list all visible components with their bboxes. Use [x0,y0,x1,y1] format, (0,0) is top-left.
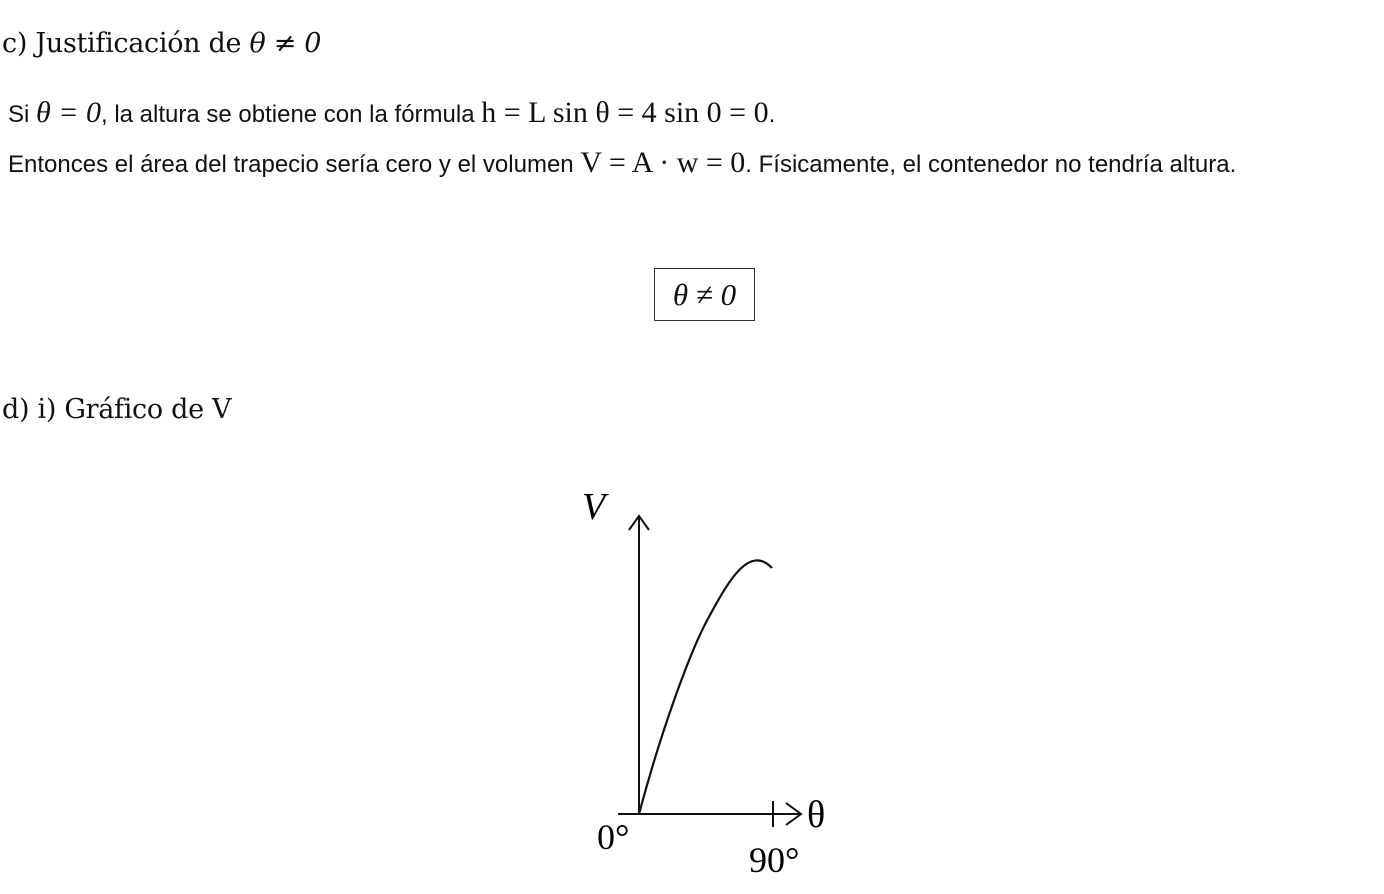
boxed-result [654,268,755,321]
justification-paragraph-2 [8,138,1368,190]
p1-text-c: . [768,101,776,128]
volume-curve [639,560,772,814]
p1-math-theta: θ = 0 [36,96,101,129]
section-c-heading [2,30,321,57]
boxed-result-math: θ ≠ 0 [672,276,737,312]
p1-text-a: Si [8,101,37,128]
section-c-heading-math: θ ≠ 0 [249,28,322,59]
p1-text-b: , la altura se obtiene con la fórmula [101,101,482,128]
section-d-heading: d) i) Gráfico de V [2,394,232,425]
volume-graph [560,470,850,890]
x-axis-label: θ [807,794,826,836]
p2-math-volume: V = A · w = 0 [580,146,746,179]
p2-text-b: . Físicamente, el contenedor no tendría altura. [745,151,1237,178]
section-c-heading-text: c) Justificación de [2,28,250,59]
justification-paragraph-1 [8,88,1368,140]
x-end-label: 90° [749,840,800,880]
p1-math-height-formula: h = L sin θ = 4 sin 0 = 0 [481,96,769,129]
p2-text-a: Entonces el área del trapecio sería cero y el volumen [8,151,581,178]
origin-label: 0° [597,817,630,857]
y-axis-label: V [582,486,606,528]
